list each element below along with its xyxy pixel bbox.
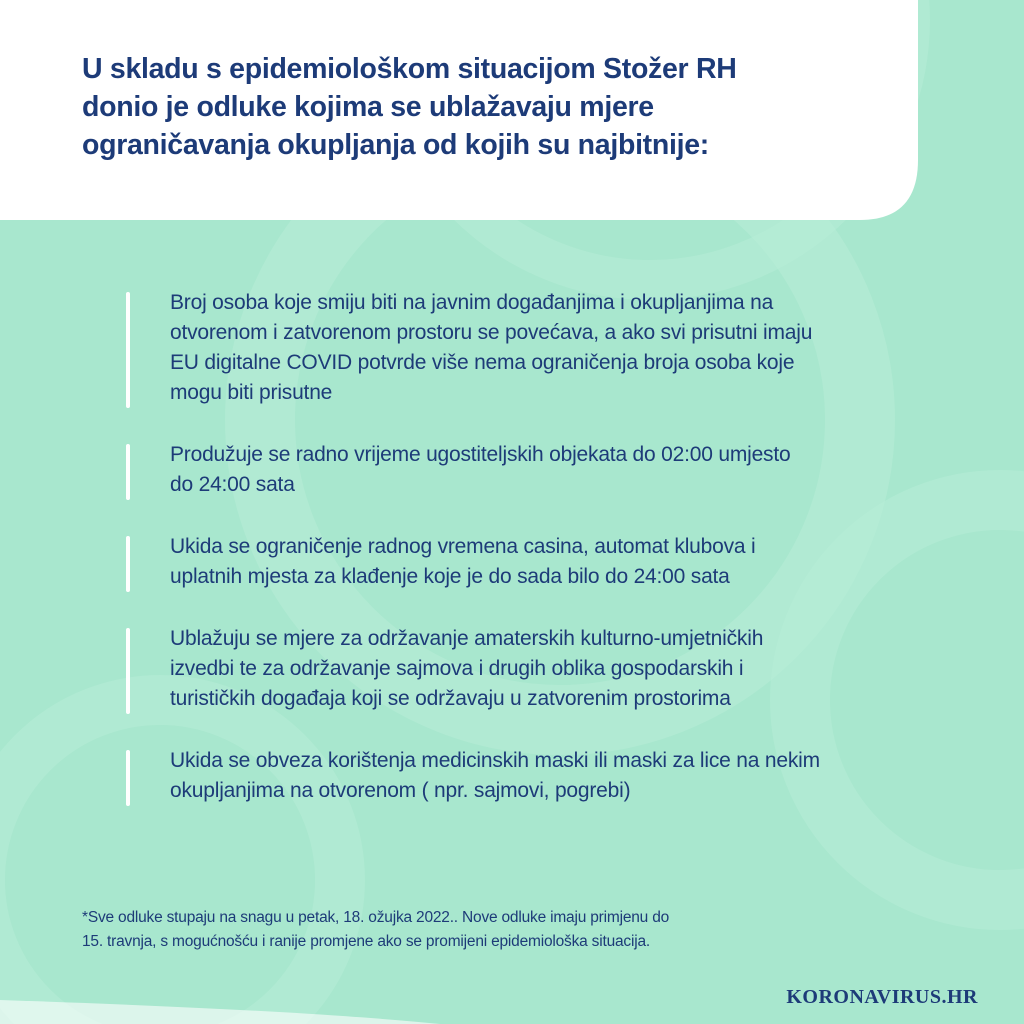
item-line: mogu biti prisutne [170,381,333,404]
item-line: Broj osoba koje smiju biti na javnim događanjima i okupljanjima na [170,291,774,314]
item-line: otvorenom i zatvorenom prostoru se povećava, a ako svi prisutni imaju [170,321,813,344]
item-line: turističkih događaja koji se održavaju u zatvorenim prostorima [170,687,731,710]
list-item [126,624,956,714]
title-line: U skladu s epidemiološkom situacijom Stožer RH [82,53,737,85]
footnote-line: 15. travnja, s mogućnošću i ranije promjene ako se promijeni epidemiološka situacija. [82,933,650,950]
item-line: Ublažuju se mjere za održavanje amaterskih kulturno-umjetničkih [170,627,764,650]
list-item [126,746,956,806]
list-item-bar [126,750,130,806]
item-line: Ukida se ograničenje radnog vremena casina, automat klubova i [170,535,756,558]
page-title [82,50,842,164]
item-line: izvedbi te za održavanje sajmova i drugih oblika gospodarskih i [170,657,744,680]
list-item [126,532,956,592]
item-line: Produžuje se radno vrijeme ugostiteljskih objekata do 02:00 umjesto [170,443,791,466]
title-line: donio je odluke kojima se ublažavaju mjere [82,91,654,123]
item-line: Ukida se obveza korištenja medicinskih maski ili maski za lice na nekim [170,749,820,772]
measures-list [126,288,956,838]
brand-logo-text: KORONAVIRUS.HR [786,986,978,1008]
title-line: ograničavanja okupljanja od kojih su najbitnije: [82,129,709,161]
list-item [126,288,956,408]
list-item-bar [126,292,130,408]
item-line: okupljanjima na otvorenom ( npr. sajmovi, pogrebi) [170,779,631,802]
list-item-bar [126,444,130,500]
list-item-bar [126,536,130,592]
list-item-bar [126,628,130,714]
list-item [126,440,956,500]
item-line: EU digitalne COVID potvrde više nema ograničenja broja osoba koje [170,351,795,374]
footnote [82,906,842,954]
item-line: do 24:00 sata [170,473,295,496]
footnote-line: *Sve odluke stupaju na snagu u petak, 18. ožujka 2022.. Nove odluke imaju primjenu do [82,909,670,926]
item-line: uplatnih mjesta za klađenje koje je do sada bilo do 24:00 sata [170,565,730,588]
